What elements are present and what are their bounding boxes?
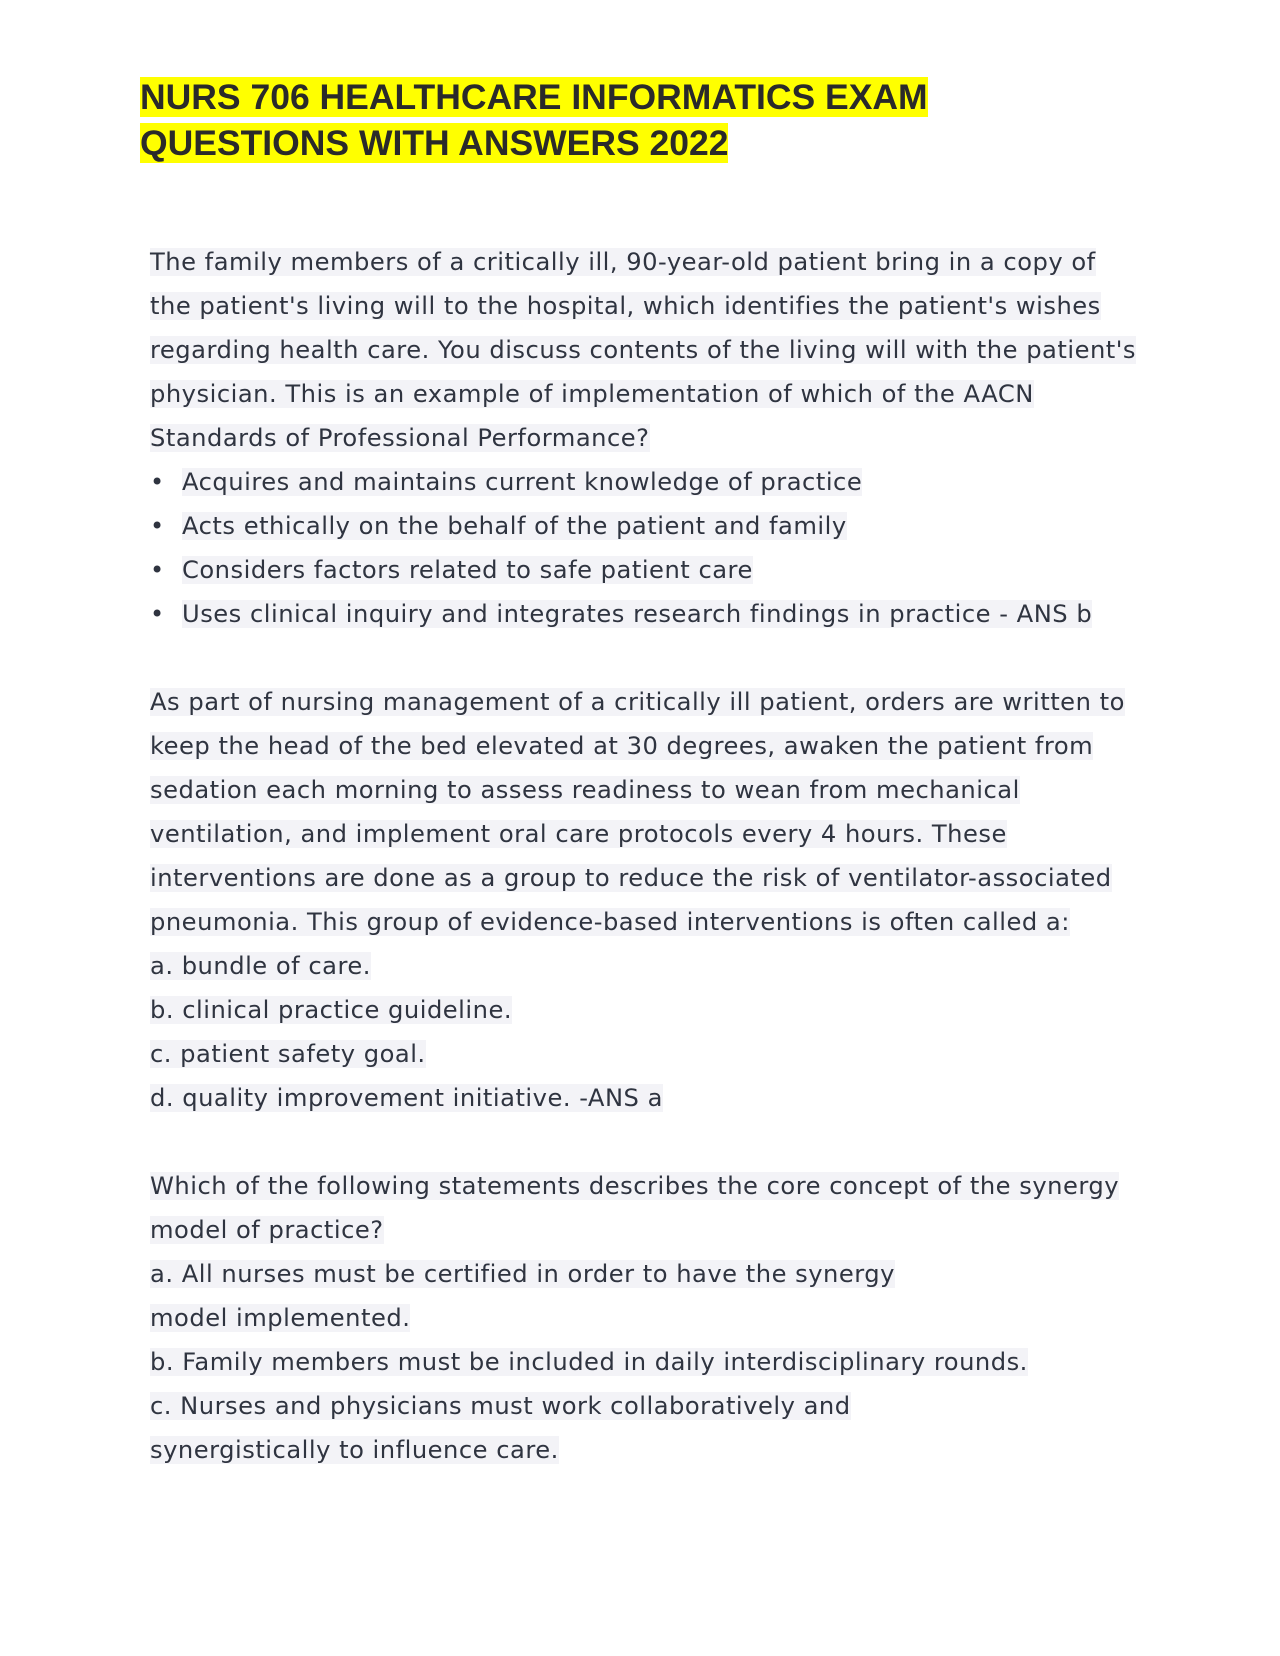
question-3-text: Which of the following statements describes the core concept of the synergy model of practice? <box>150 1172 1120 1244</box>
option-text: a. All nurses must be certified in order to have the synergy model implemented. <box>150 1260 895 1332</box>
question-3 <box>150 1164 1140 1472</box>
question-2 <box>150 680 1140 1120</box>
bullet-icon: • <box>150 556 165 584</box>
question-text <box>150 680 1140 944</box>
option-a <box>150 944 1140 988</box>
option-d <box>150 1076 1140 1120</box>
question-2-text: As part of nursing management of a critically ill patient, orders are written to keep the head of the bed elevated at 30 degrees, awaken the patient from sedation each morning to assess readiness to wean from mechanical ventilation, and implement oral care protocols every 4 hours. These interventions are done as a group to reduce the risk of ventilator-associated pneumonia. This group of evidence-based interventions is often called a: <box>150 688 1125 936</box>
option-text: c. patient safety goal. <box>150 1040 426 1068</box>
option-text: Considers factors related to safe patient care <box>182 556 753 584</box>
question-text <box>150 1164 1140 1252</box>
question-1 <box>150 240 1140 636</box>
option-text: d. quality improvement initiative. -ANS a <box>150 1084 663 1112</box>
document-title <box>140 74 1140 166</box>
document-body <box>150 240 1140 1516</box>
option-text: b. Family members must be included in daily interdisciplinary rounds. <box>150 1348 1028 1376</box>
title-line-1: NURS 706 HEALTHCARE INFORMATICS EXAM <box>140 77 928 117</box>
option-b <box>150 988 1140 1032</box>
option-text: c. Nurses and physicians must work collaboratively and synergistically to influence care. <box>150 1392 851 1464</box>
list-item <box>150 592 1140 636</box>
option-c <box>150 1384 910 1472</box>
option-text: a. bundle of care. <box>150 952 371 980</box>
list-item <box>150 504 1140 548</box>
option-c <box>150 1032 1140 1076</box>
option-text: Acts ethically on the behalf of the patient and family <box>182 512 847 540</box>
option-list <box>150 460 1140 636</box>
option-text: Uses clinical inquiry and integrates research findings in practice - ANS b <box>182 600 1093 628</box>
question-1-text: The family members of a critically ill, 90-year-old patient bring in a copy of the patient's living will to the hospital, which identifies the patient's wishes regarding health care. You discuss contents of the living will with the patient's physician. This is an example of implementation of which of the AACN Standards of Professional Performance? <box>150 248 1137 452</box>
bullet-icon: • <box>150 600 165 628</box>
option-b <box>150 1340 1140 1384</box>
list-item <box>150 548 1140 592</box>
question-text <box>150 240 1140 460</box>
option-text: b. clinical practice guideline. <box>150 996 513 1024</box>
list-item <box>150 460 1140 504</box>
bullet-icon: • <box>150 512 165 540</box>
bullet-icon: • <box>150 468 165 496</box>
option-text: Acquires and maintains current knowledge of practice <box>182 468 863 496</box>
title-line-2: QUESTIONS WITH ANSWERS 2022 <box>140 123 729 163</box>
option-a <box>150 1252 950 1340</box>
